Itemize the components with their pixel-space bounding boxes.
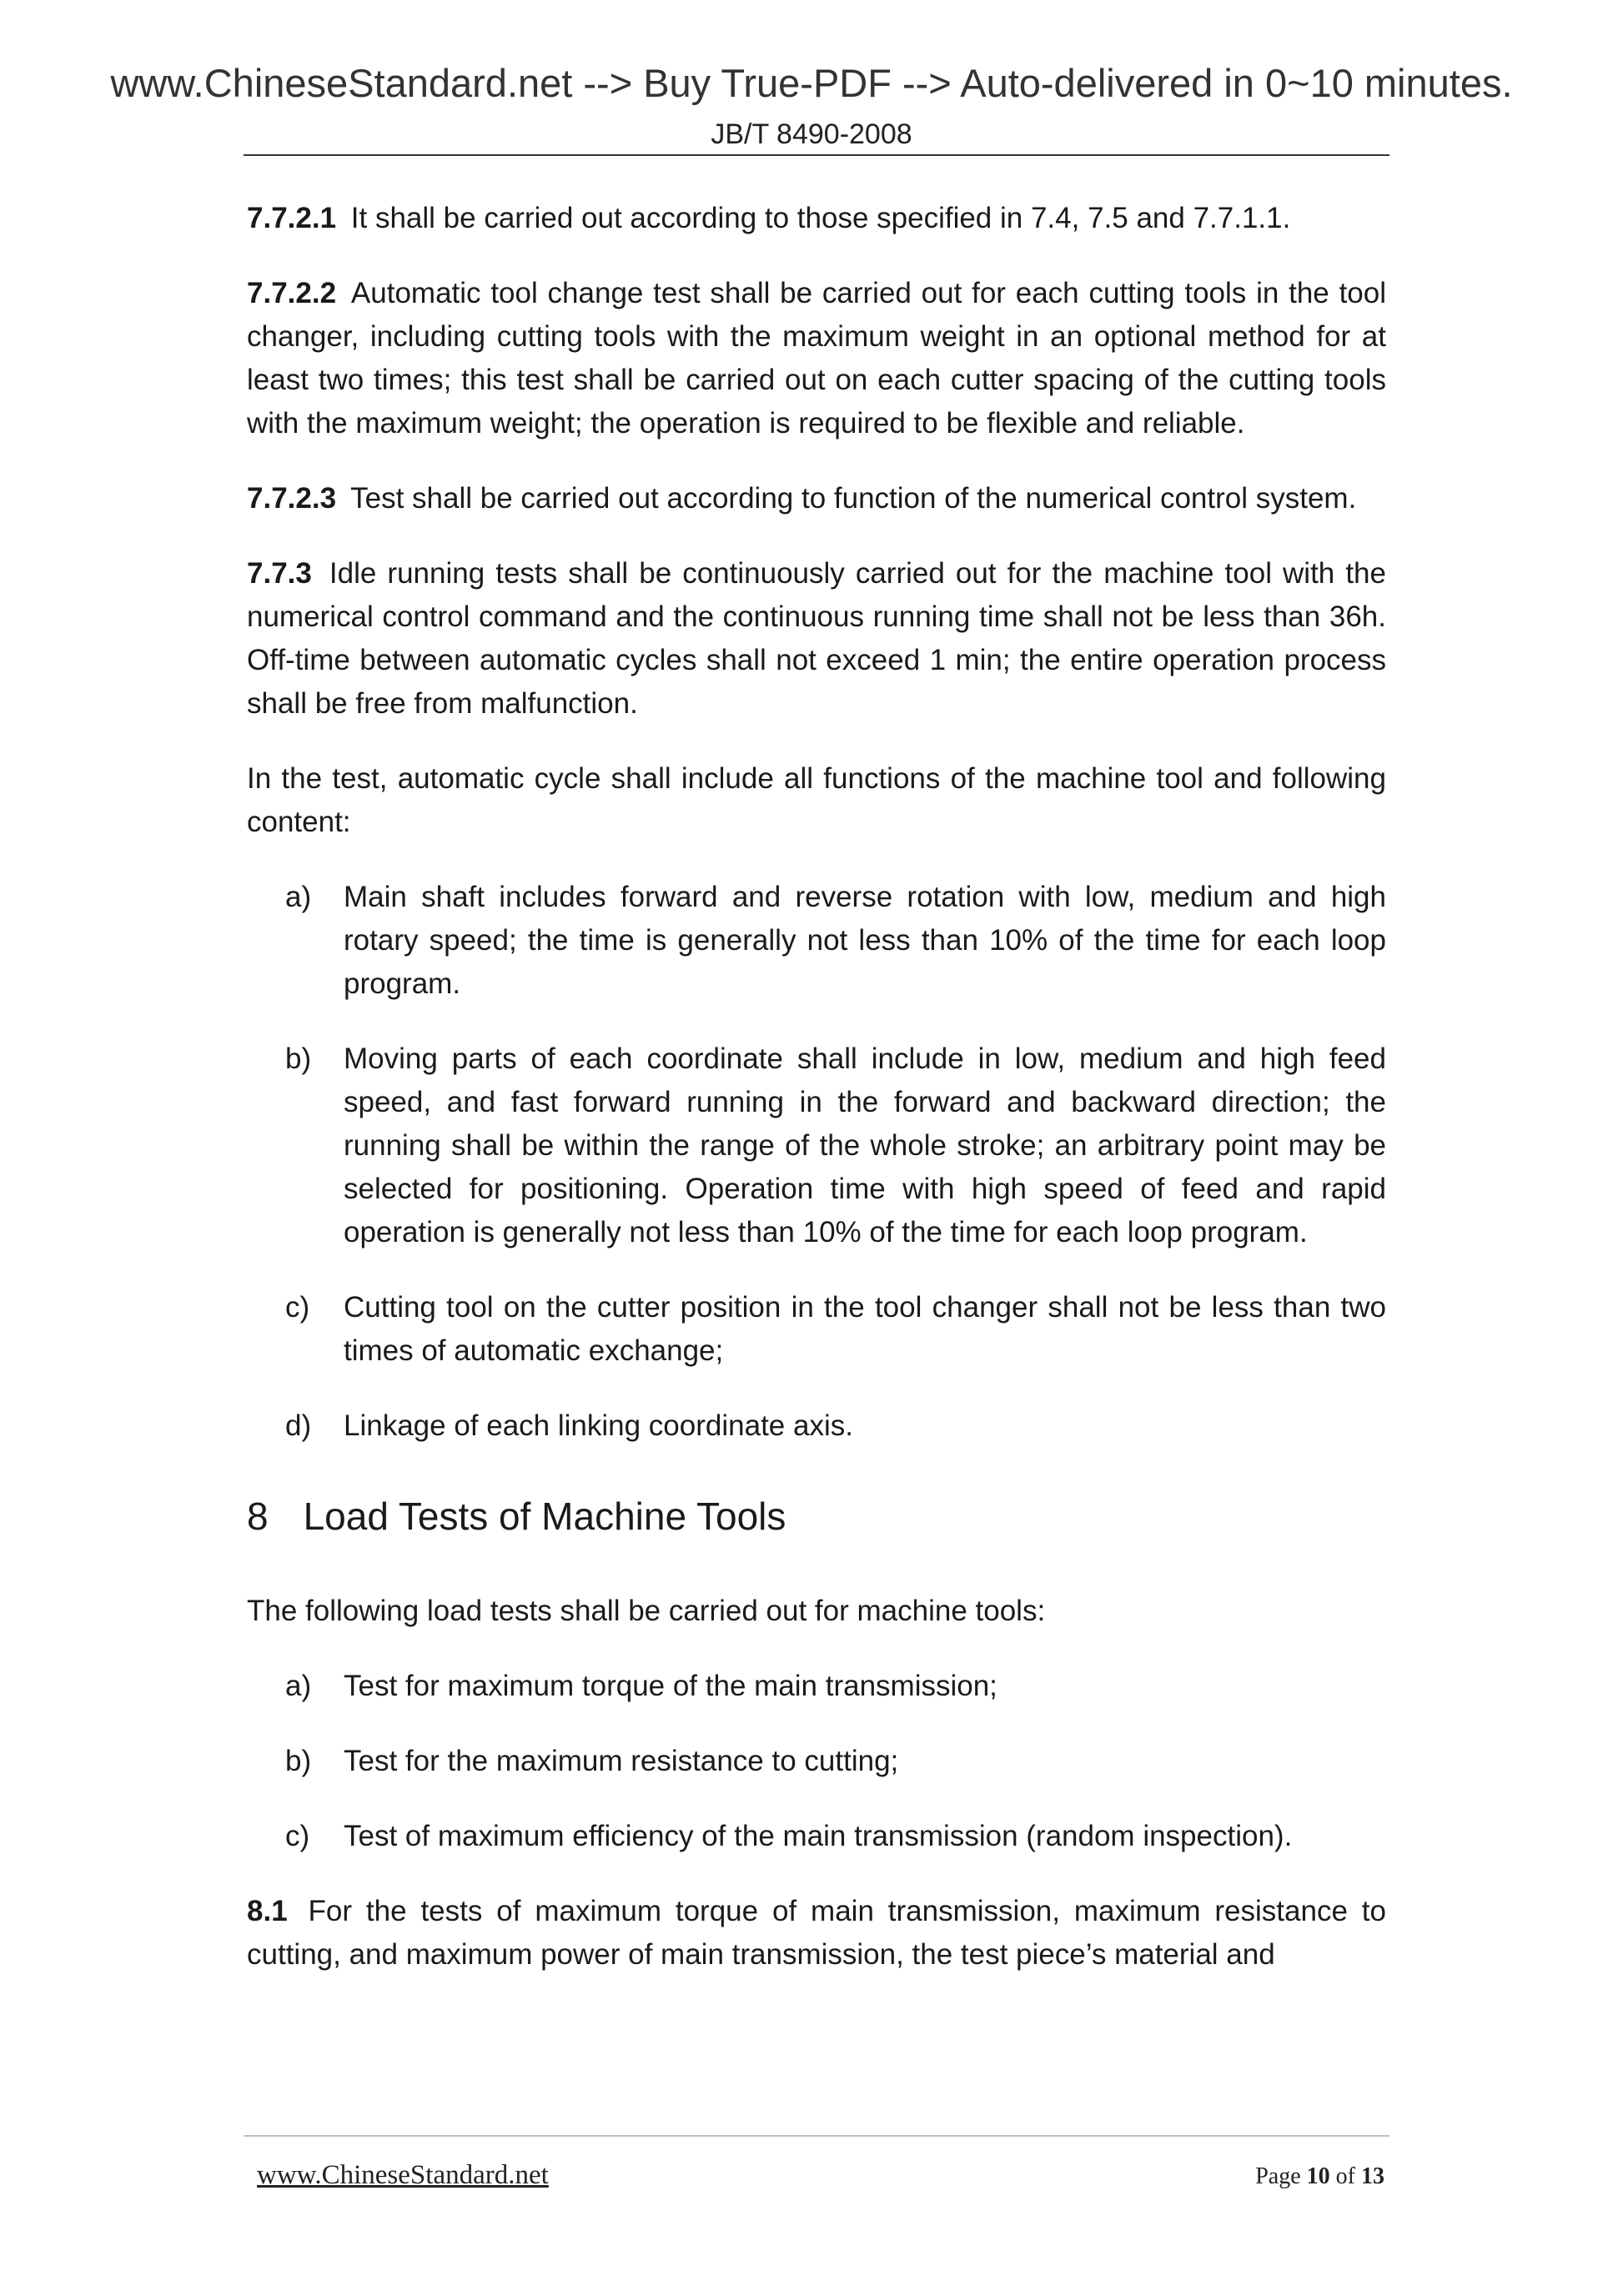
list-item-text: Moving parts of each coordinate shall include in low, medium and high feed speed, and fast forward running in the forward and backward direction; the running shall be within the range of the whole stroke; an arbitrary point may be selected for positioning. Operation time with high speed of feed and rapid operation is generally not less than 10% of the time for each loop program. — [344, 1042, 1386, 1248]
clause-text: It shall be carried out according to those specified in 7.4, 7.5 and 7.7.1.1. — [350, 202, 1291, 234]
list-item — [247, 1740, 1386, 1783]
list-item — [247, 1037, 1386, 1254]
section-title: Load Tests of Machine Tools — [303, 1495, 786, 1538]
header-divider — [244, 154, 1389, 156]
clause-7-7-2-2 — [247, 272, 1386, 445]
clause-text: For the tests of maximum torque of main transmission, maximum resistance to cutting, and maximum power of main transmission, the test piece’s material and — [247, 1895, 1386, 1971]
document-id: JB/T 8490-2008 — [711, 118, 912, 150]
clause-text: Idle running tests shall be continuously carried out for the machine tool with the numerical control command and the continuous running time shall not be less than 36h. Off-time between automatic cycles shall not exceed 1 min; the entire operation process shall be free from malfunction. — [247, 557, 1386, 720]
list-item — [247, 1286, 1386, 1373]
list-item — [247, 876, 1386, 1006]
clause-7-7-3 — [247, 552, 1386, 726]
clause-7-7-2-3 — [247, 477, 1386, 520]
footer-website-link[interactable]: www.ChineseStandard.net — [257, 2160, 549, 2190]
clause-7-7-2-1 — [247, 197, 1386, 240]
page-word: Page — [1255, 2163, 1301, 2189]
list-marker: b) — [285, 1042, 312, 1075]
section-heading-8 — [247, 1491, 1386, 1541]
list-item-text: Test for maximum torque of the main transmission; — [344, 1670, 997, 1702]
list-item — [247, 1404, 1386, 1448]
list-item — [247, 1815, 1386, 1858]
clause-number: 7.7.3 — [247, 557, 312, 590]
footer-divider — [244, 2135, 1389, 2137]
clause-number: 7.7.2.1 — [247, 202, 337, 234]
list-marker: a) — [285, 1670, 312, 1702]
of-word: of — [1335, 2163, 1355, 2189]
list-item-text: Test for the maximum resistance to cutting; — [344, 1745, 899, 1777]
section-number: 8 — [247, 1495, 269, 1538]
list-marker: c) — [285, 1820, 310, 1852]
current-page: 10 — [1306, 2163, 1330, 2189]
list-marker: a) — [285, 881, 312, 913]
page-content — [247, 197, 1386, 2008]
clause-text: Automatic tool change test shall be carried out for each cutting tools in the tool changer, including cutting tools with the maximum weight in an optional method for at least two times; this test shall be carried out on each cutter spacing of the cutting tools with the maximum weight; the operation is required to be flexible and reliable. — [247, 277, 1386, 440]
clause-number: 8.1 — [247, 1895, 288, 1927]
page-number — [1255, 2163, 1384, 2190]
clause-number: 7.7.2.3 — [247, 482, 337, 515]
list-marker: d) — [285, 1409, 312, 1442]
list-item — [247, 1665, 1386, 1708]
list-item-text: Cutting tool on the cutter position in the tool changer shall not be less than two times of automatic exchange; — [344, 1291, 1386, 1367]
list-marker: b) — [285, 1745, 312, 1777]
clause-8-1 — [247, 1890, 1386, 1977]
list-item-text: Linkage of each linking coordinate axis. — [344, 1409, 853, 1442]
clause-text: Test shall be carried out according to function of the numerical control system. — [350, 482, 1357, 515]
header-banner: www.ChineseStandard.net --> Buy True-PDF --> Auto-delivered in 0~10 minutes. — [110, 61, 1513, 105]
total-pages: 13 — [1361, 2163, 1384, 2189]
cycle-intro-paragraph: In the test, automatic cycle shall include all functions of the machine tool and following content: — [247, 762, 1386, 838]
load-tests-intro-paragraph: The following load tests shall be carried out for machine tools: — [247, 1595, 1046, 1627]
list-marker: c) — [285, 1291, 310, 1324]
list-item-text: Main shaft includes forward and reverse rotation with low, medium and high rotary speed; the time is generally not less than 10% of the time for each loop program. — [344, 881, 1386, 1000]
list-item-text: Test of maximum efficiency of the main transmission (random inspection). — [344, 1820, 1293, 1852]
clause-number: 7.7.2.2 — [247, 277, 337, 309]
